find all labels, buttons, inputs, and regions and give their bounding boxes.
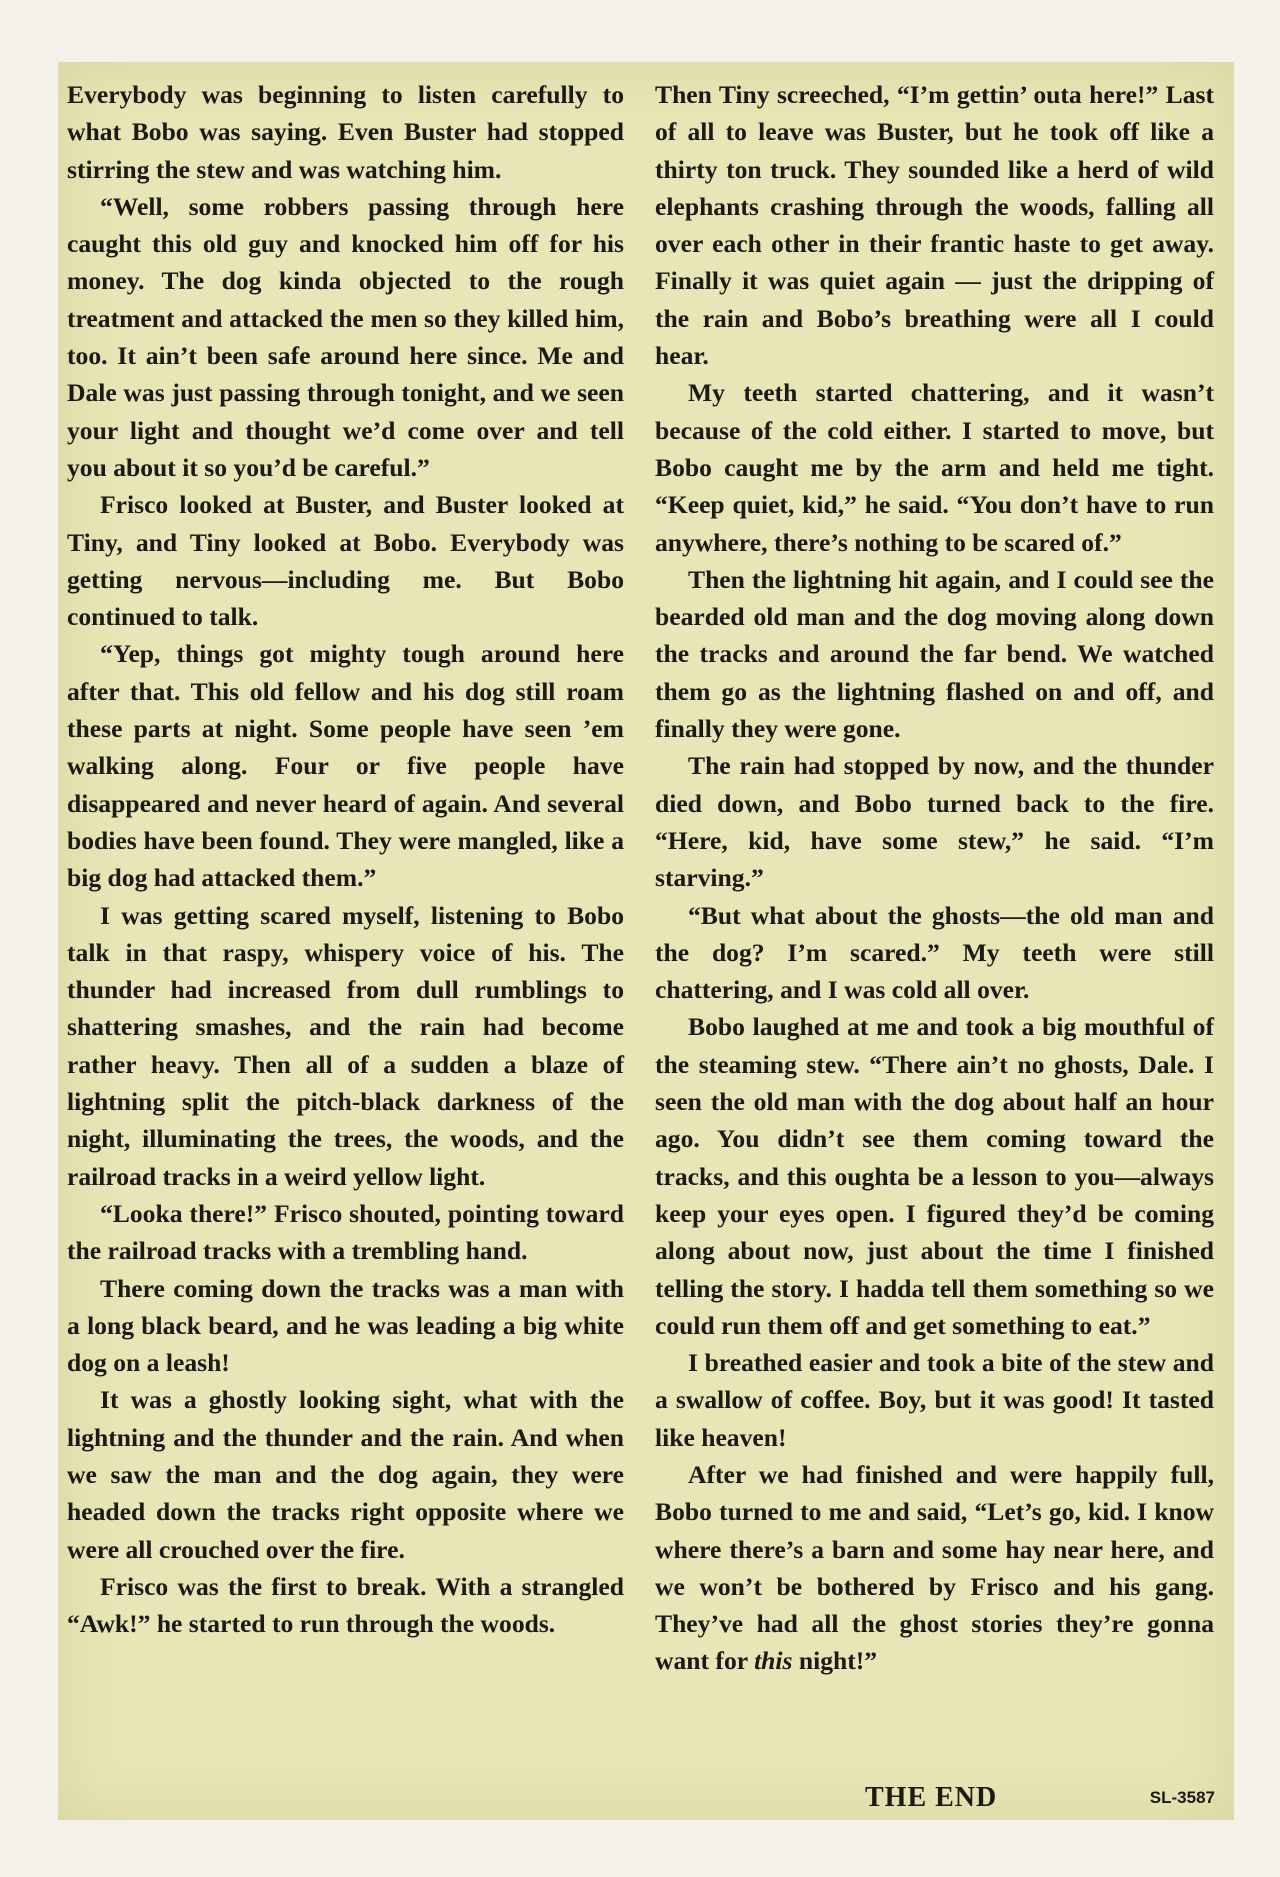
- final-paragraph-text: After we had finished and were happily full, Bobo turned to me and said, “Let’s go, kid. I know where there’s a barn and some hay near here, and we won’t be bothered by Frisco and his gang. They’ve had all the ghost stories they’re gonna want for: [655, 1459, 1214, 1676]
- paragraph: My teeth started chattering, and it wasn’t because of the cold either. I started to move, but Bobo caught me by the arm and held me tight. “Keep quiet, kid,” he said. “You don’t have to run anywhere, there’s nothing to be scared of.”: [655, 378, 1214, 557]
- print-code: SL-3587: [1149, 1788, 1215, 1807]
- paragraph: Frisco was the first to break. With a strangled “Awk!” he started to run through the woods.: [67, 1571, 624, 1639]
- right-column: [655, 76, 1214, 1680]
- paragraph: “Yep, things got mighty tough around here after that. This old fellow and his dog still roam these parts at night. Some people have seen ’em walking along. Four or five people have disappeared and never heard of again. And several bodies have been found. They were mangled, like a big dog had attacked them.”: [67, 639, 624, 893]
- the-end-label: THE END: [865, 1782, 998, 1813]
- story-footer: [655, 1782, 1215, 1822]
- final-paragraph-ending: night!”: [792, 1646, 878, 1676]
- paragraph: The rain had stopped by now, and the thunder died down, and Bobo turned back to the fire. “Here, kid, have some stew,” he said. “I’m starving.”: [655, 751, 1214, 893]
- paragraph: I was getting scared myself, listening to Bobo talk in that raspy, whispery voice of his. The thunder had increased from dull rumblings to shattering smashes, and the rain had become rather heavy. Then all of a sudden a blaze of lightning split the pitch-black darkness of the night, illuminating the trees, the woods, and the railroad tracks in a weird yellow light.: [67, 900, 624, 1191]
- paragraph: Everybody was beginning to listen carefully to what Bobo was saying. Even Buster had stopped stirring the stew and was watching him.: [67, 80, 624, 184]
- left-column: [67, 76, 624, 1642]
- paragraph: Bobo laughed at me and took a big mouthful of the steaming stew. “There ain’t no ghosts, Dale. I seen the old man with the dog about half an hour ago. You didn’t see them coming toward the tracks, and this oughta be a lesson to you—always keep your eyes open. I figured they’d be coming along about now, just about the time I finished telling the story. I hadda tell them something so we could run them off and get something to eat.”: [655, 1012, 1214, 1340]
- paragraph: I breathed easier and took a bite of the stew and a swallow of coffee. Boy, but it was good! It tasted like heaven!: [655, 1348, 1214, 1452]
- paragraph: It was a ghostly looking sight, what with the lightning and the thunder and the rain. And when we saw the man and the dog again, they were headed down the tracks right opposite where we were all crouched over the fire.: [67, 1385, 624, 1564]
- paragraph: Then Tiny screeched, “I’m gettin’ outa here!” Last of all to leave was Buster, but he took off like a thirty ton truck. They sounded like a herd of wild elephants crashing through the woods, falling all over each other in their frantic haste to get away. Finally it was quiet again — just the dripping of the rain and Bobo’s breathing were all I could hear.: [655, 80, 1214, 371]
- paragraph: “Well, some robbers passing through here caught this old guy and knocked him off for his money. The dog kinda objected to the rough treatment and attacked the men so they killed him, too. It ain’t been safe around here since. Me and Dale was just passing through tonight, and we seen your light and thought we’d come over and tell you about it so you’d be careful.”: [67, 191, 624, 482]
- paragraph: Then the lightning hit again, and I could see the bearded old man and the dog moving along down the tracks and around the far bend. We watched them go as the lightning flashed on and off, and finally they were gone.: [655, 564, 1214, 744]
- paragraph: “Looka there!” Frisco shouted, pointing toward the railroad tracks with a trembling hand.: [67, 1198, 624, 1266]
- final-paragraph: [655, 1456, 1214, 1680]
- paragraph: “But what about the ghosts—the old man and the dog? I’m scared.” My teeth were still chattering, and I was cold all over.: [655, 900, 1214, 1005]
- paragraph: Frisco looked at Buster, and Buster looked at Tiny, and Tiny looked at Bobo. Everybody was getting nervous—including me. But Bobo continued to talk.: [67, 490, 624, 632]
- final-paragraph-emphasis: this: [754, 1646, 793, 1676]
- paragraph: There coming down the tracks was a man with a long black beard, and he was leading a big white dog on a leash!: [67, 1273, 624, 1378]
